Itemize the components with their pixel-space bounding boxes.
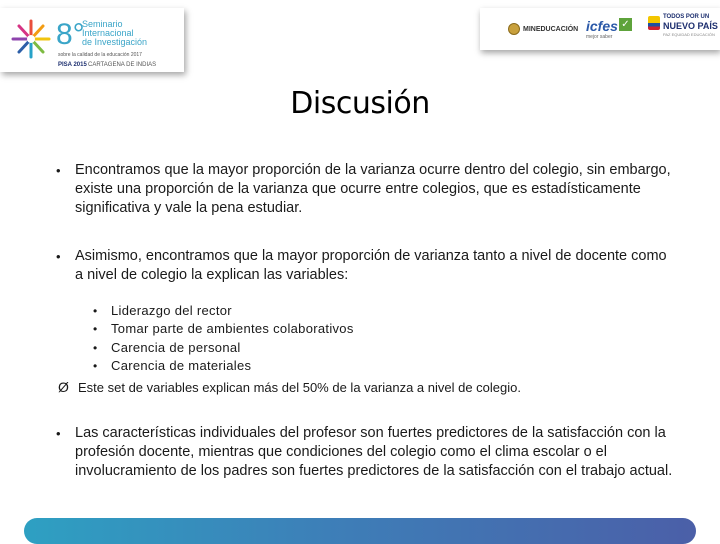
bullet-text: Las características individuales del profesor son fuertes predictores de la satisfacción con la profesión docente, mientras que condiciones del colegio como el clima escolar o el involucramiento de los padres son fuertes predictores de la satisfacción con el trabajo actual. bbox=[75, 425, 673, 479]
todos-line: PAZ EQUIDAD EDUCACIÓN bbox=[663, 32, 715, 37]
slide-title: Discusión bbox=[290, 86, 430, 121]
starburst-icon bbox=[10, 18, 52, 60]
bullet-text: Encontramos que la mayor proporción de la varianza ocurre dentro del colegio, sin embargo, existe una proporción de la varianza que ocurre entre colegios, que es estadísticamente significativa y vale la pena estudiar. bbox=[75, 162, 671, 216]
seminar-title bbox=[82, 20, 182, 47]
list-item bbox=[93, 339, 493, 357]
bullet-icon: • bbox=[56, 426, 61, 441]
bullet-icon: • bbox=[56, 249, 61, 264]
list-item bbox=[93, 357, 493, 375]
bullet-text: Asimismo, encontramos que la mayor proporción de varianza tanto a nivel de docente como a nivel de colegio la explican las variables: bbox=[75, 248, 667, 283]
arrow-note bbox=[58, 378, 698, 397]
seminar-title-line: Internacional bbox=[82, 28, 134, 38]
seminar-title-line: Seminario bbox=[82, 19, 123, 29]
list-item-text: Carencia de materiales bbox=[111, 358, 252, 374]
arrow-icon: Ø bbox=[58, 379, 69, 395]
bullet-icon: • bbox=[56, 163, 61, 178]
todos-por-un-nuevo-pais-logo bbox=[648, 14, 718, 38]
pisa-label: PISA 2015 bbox=[58, 62, 87, 68]
partner-logos bbox=[480, 8, 720, 50]
list-item-text: Tomar parte de ambientes colaborativos bbox=[111, 321, 354, 337]
city-label: CARTAGENA DE INDIAS bbox=[88, 62, 157, 68]
flag-icon bbox=[648, 16, 660, 30]
checkmark-icon: ✓ bbox=[619, 18, 632, 31]
icfes-label: icfes bbox=[586, 18, 618, 34]
bullet-item bbox=[56, 247, 676, 285]
list-item bbox=[93, 320, 493, 338]
todos-line: TODOS POR UN bbox=[663, 14, 710, 20]
icfes-logo bbox=[586, 18, 632, 40]
list-item-text: Liderazgo del rector bbox=[111, 303, 232, 318]
seminar-number: 8° bbox=[56, 18, 85, 51]
list-item-text: Carencia de personal bbox=[111, 339, 241, 355]
seminar-tagline: sobre la calidad de la educación 2017 bbox=[58, 52, 142, 58]
seal-icon bbox=[508, 23, 520, 35]
arrow-note-text: Este set de variables explican más del 50% de la varianza a nivel de colegio. bbox=[78, 380, 521, 395]
seminar-title-line: de Investigación bbox=[82, 37, 148, 47]
mineducacion-logo bbox=[508, 23, 578, 35]
mineducacion-label: MINEDUCACIÓN bbox=[523, 25, 579, 33]
bullet-item bbox=[56, 424, 676, 481]
todos-line: NUEVO PAÍS bbox=[663, 21, 718, 31]
list-item bbox=[93, 302, 493, 320]
bullet-icon: • bbox=[93, 304, 98, 318]
bullet-icon: • bbox=[93, 359, 98, 374]
footer-bar bbox=[24, 518, 696, 544]
bullet-icon: • bbox=[93, 340, 98, 355]
variables-list bbox=[93, 302, 493, 376]
seminar-logo bbox=[0, 8, 184, 72]
bullet-item bbox=[56, 161, 676, 218]
bullet-icon: • bbox=[93, 322, 98, 337]
icfes-sublabel: mejor saber bbox=[586, 34, 613, 40]
